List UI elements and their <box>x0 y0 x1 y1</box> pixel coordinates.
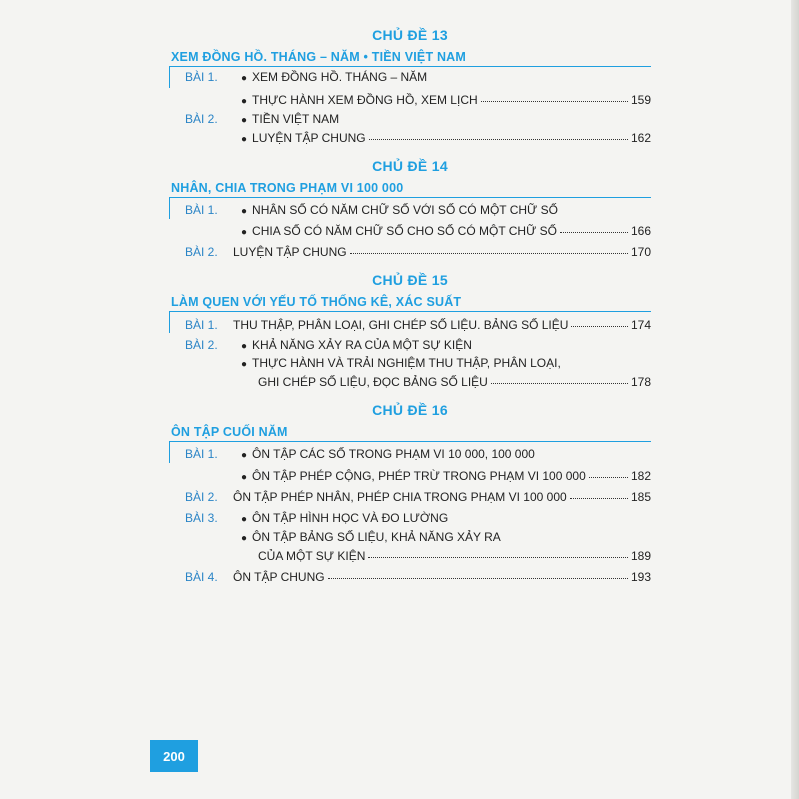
entry-title <box>241 356 561 370</box>
topic-underline <box>169 311 651 312</box>
topic-title: LÀM QUEN VỚI YẾU TỐ THỐNG KÊ, XÁC SUẤT <box>171 295 462 309</box>
entry-text: LUYỆN TẬP CHUNG <box>252 131 366 145</box>
entry-title <box>241 203 558 217</box>
toc-entry[interactable] <box>241 447 651 463</box>
lesson-label: BÀI 1. <box>185 318 218 332</box>
dot-leader <box>589 476 628 478</box>
page-ref: 170 <box>630 245 651 259</box>
toc-entry[interactable] <box>241 469 651 485</box>
page-ref: 182 <box>630 469 651 483</box>
dot-leader <box>570 497 628 499</box>
toc-entry[interactable] <box>233 245 651 261</box>
topic-title: XEM ĐỒNG HỒ. THÁNG – NĂM • TIỀN VIỆT NAM <box>171 50 467 64</box>
page-edge-shadow <box>791 0 799 799</box>
chapter-heading: CHỦ ĐỀ 16 <box>372 402 448 418</box>
page-ref: 166 <box>630 224 651 238</box>
entry-text: XEM ĐỒNG HỒ. THÁNG – NĂM <box>252 70 428 84</box>
bullet-icon: ● <box>241 96 248 107</box>
page-ref: 189 <box>630 549 651 563</box>
lesson-label: BÀI 2. <box>185 490 218 504</box>
entry-title <box>241 447 535 461</box>
toc-entry[interactable] <box>241 224 651 240</box>
toc-entry[interactable] <box>241 338 651 354</box>
lesson-label: BÀI 3. <box>185 511 218 525</box>
topic-side-line <box>169 66 170 88</box>
lesson-label: BÀI 2. <box>185 245 218 259</box>
bullet-icon: ● <box>241 472 248 483</box>
bullet-icon: ● <box>241 206 248 217</box>
entry-title <box>241 469 586 483</box>
entry-text: LUYỆN TẬP CHUNG <box>233 245 347 259</box>
entry-text: ÔN TẬP HÌNH HỌC VÀ ĐO LƯỜNG <box>252 511 449 525</box>
entry-title <box>241 131 366 145</box>
page-number-badge <box>150 740 198 772</box>
chapter-heading: CHỦ ĐỀ 15 <box>372 272 448 288</box>
topic-side-line <box>169 197 170 219</box>
dot-leader <box>481 100 628 102</box>
entry-title <box>241 511 448 525</box>
page-ref: 159 <box>630 93 651 107</box>
dot-leader <box>350 252 628 254</box>
topic-title: ÔN TẬP CUỐI NĂM <box>171 425 288 439</box>
toc-entry[interactable] <box>241 112 651 128</box>
toc-entry[interactable] <box>241 511 651 527</box>
lesson-label: BÀI 1. <box>185 70 218 84</box>
bullet-icon: ● <box>241 115 248 126</box>
page-ref: 162 <box>630 131 651 145</box>
page-ref: 193 <box>630 570 651 584</box>
entry-text: ÔN TẬP PHÉP NHÂN, PHÉP CHIA TRONG PHẠM VI 100 000 <box>233 490 567 504</box>
lesson-label: BÀI 1. <box>185 203 218 217</box>
bullet-icon: ● <box>241 359 248 370</box>
toc-entry[interactable] <box>241 70 651 86</box>
bullet-icon: ● <box>241 341 248 352</box>
entry-title <box>233 570 325 584</box>
entry-text: NHÂN SỐ CÓ NĂM CHỮ SỐ VỚI SỐ CÓ MỘT CHỮ SỐ <box>252 203 558 217</box>
topic-title: NHÂN, CHIA TRONG PHẠM VI 100 000 <box>171 181 404 195</box>
entry-text: ÔN TẬP CHUNG <box>233 570 325 584</box>
chapter-heading: CHỦ ĐỀ 13 <box>372 27 448 43</box>
dot-leader <box>571 325 628 327</box>
entry-text: TIỀN VIỆT NAM <box>252 112 340 126</box>
dot-leader <box>369 138 628 140</box>
entry-text: THỰC HÀNH XEM ĐỒNG HỒ, XEM LỊCH <box>252 93 478 107</box>
entry-text: CỦA MỘT SỰ KIỆN <box>258 549 366 563</box>
bullet-icon: ● <box>241 514 248 525</box>
entry-text: KHẢ NĂNG XẢY RA CỦA MỘT SỰ KIỆN <box>252 338 472 352</box>
entry-title <box>241 70 427 84</box>
entry-title <box>241 530 501 544</box>
entry-title <box>233 490 567 504</box>
entry-title <box>233 245 347 259</box>
bullet-icon: ● <box>241 533 248 544</box>
page-ref: 185 <box>630 490 651 504</box>
toc-entry[interactable] <box>258 375 651 391</box>
toc-entry[interactable] <box>241 93 651 109</box>
entry-text: GHI CHÉP SỐ LIỆU, ĐỌC BẢNG SỐ LIỆU <box>258 375 488 389</box>
toc-entry[interactable] <box>233 318 651 334</box>
toc-entry[interactable] <box>241 203 651 219</box>
lesson-label: BÀI 4. <box>185 570 218 584</box>
bullet-icon: ● <box>241 73 248 84</box>
entry-title <box>258 375 488 389</box>
dot-leader <box>491 382 628 384</box>
entry-title <box>241 338 472 352</box>
bullet-icon: ● <box>241 450 248 461</box>
toc-entry[interactable] <box>258 549 651 565</box>
bullet-icon: ● <box>241 227 248 238</box>
dot-leader <box>328 577 628 579</box>
toc-entry[interactable] <box>241 131 651 147</box>
page-number: 200 <box>163 748 185 764</box>
entry-text: CHIA SỐ CÓ NĂM CHỮ SỐ CHO SỐ CÓ MỘT CHỮ SỐ <box>252 224 558 238</box>
toc-entry[interactable] <box>233 570 651 586</box>
entry-text: ÔN TẬP CÁC SỐ TRONG PHẠM VI 10 000, 100 000 <box>252 447 535 461</box>
dot-leader <box>368 556 628 558</box>
page-ref: 174 <box>630 318 651 332</box>
topic-side-line <box>169 311 170 333</box>
entry-title <box>233 318 568 332</box>
entry-title <box>241 224 557 238</box>
entry-title <box>258 549 365 563</box>
toc-entry[interactable] <box>241 530 651 546</box>
entry-text: ÔN TẬP PHÉP CỘNG, PHÉP TRỪ TRONG PHẠM VI 100 000 <box>252 469 586 483</box>
toc-entry[interactable] <box>241 356 651 372</box>
toc-entry[interactable] <box>233 490 651 506</box>
chapter-heading: CHỦ ĐỀ 14 <box>372 158 448 174</box>
topic-underline <box>169 441 651 442</box>
topic-side-line <box>169 441 170 463</box>
page-ref: 178 <box>630 375 651 389</box>
lesson-label: BÀI 2. <box>185 338 218 352</box>
entry-text: THỰC HÀNH VÀ TRẢI NGHIỆM THU THẬP, PHÂN LOẠI, <box>252 356 561 370</box>
dot-leader <box>560 231 628 233</box>
entry-title <box>241 93 478 107</box>
entry-text: THU THẬP, PHÂN LOẠI, GHI CHÉP SỐ LIỆU. BẢNG SỐ LIỆU <box>233 318 569 332</box>
entry-text: ÔN TẬP BẢNG SỐ LIỆU, KHẢ NĂNG XẢY RA <box>252 530 501 544</box>
topic-underline <box>169 197 651 198</box>
bullet-icon: ● <box>241 134 248 145</box>
entry-title <box>241 112 339 126</box>
lesson-label: BÀI 1. <box>185 447 218 461</box>
topic-underline <box>169 66 651 67</box>
lesson-label: BÀI 2. <box>185 112 218 126</box>
